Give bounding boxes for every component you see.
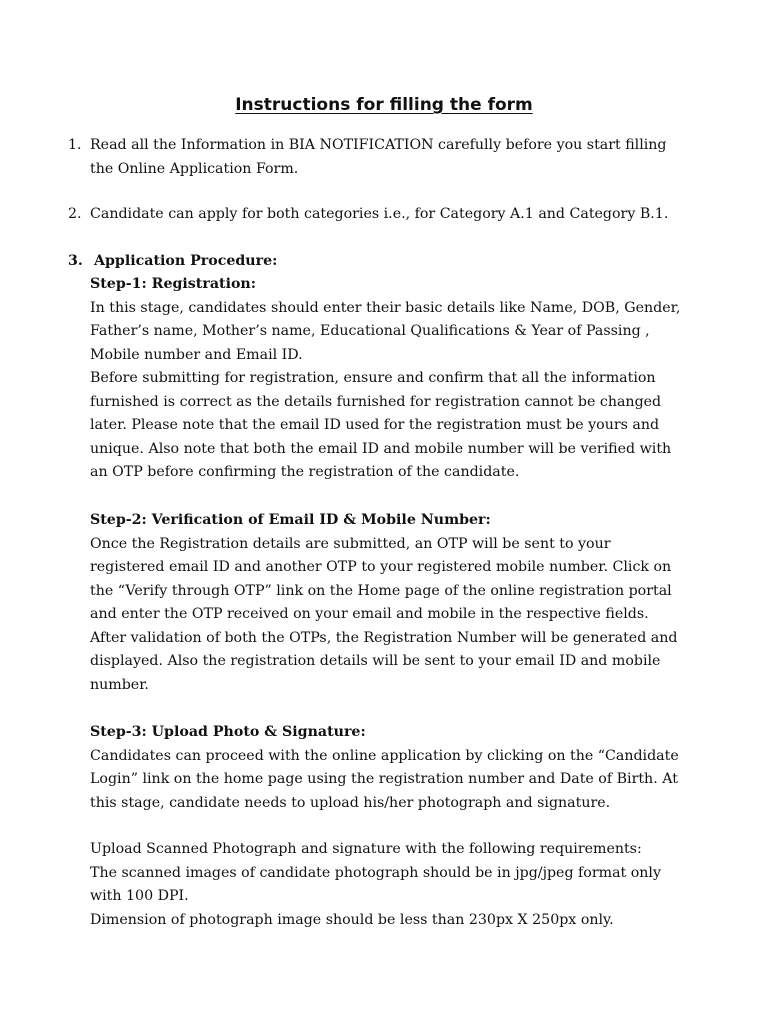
step-3-section bbox=[90, 721, 710, 815]
list-item-1 bbox=[68, 134, 708, 181]
step-heading: Step-2: Verification of Email ID & Mobile Number: bbox=[90, 512, 491, 528]
step-2-section bbox=[90, 509, 710, 697]
list-number: 1. bbox=[68, 137, 82, 153]
list-item-3 bbox=[68, 250, 708, 274]
section-heading: Application Procedure: bbox=[94, 253, 278, 269]
list-item-text: Candidate can apply for both categories i.e., for Category A.1 and Category B.1. bbox=[90, 206, 669, 222]
page-title: Instructions for filling the form bbox=[235, 95, 533, 115]
list-number: 3. bbox=[68, 253, 83, 269]
upload-requirements bbox=[90, 838, 710, 932]
list-item-2 bbox=[68, 203, 708, 227]
step-paragraph: Once the Registration details are submitted, an OTP will be sent to your registered email ID and another OTP to your registered mobile number. Click on the “Verify through OTP” link on the Home page of the online registration portal and enter the OTP received on your email and mobile in the respective fields. After validation of both the OTPs, the Registration Number will be generated and displayed. Also the registration details will be sent to your email ID and mobile number. bbox=[90, 535, 678, 693]
list-item-text: Read all the Information in BIA NOTIFICATION carefully before you start filling the Online Application Form. bbox=[90, 137, 667, 177]
list-number: 2. bbox=[68, 206, 82, 222]
step-paragraph: Candidates can proceed with the online application by clicking on the “Candidate Login” link on the home page using the registration number and Date of Birth. At this stage, candidate needs to upload his/her photograph and signature. bbox=[90, 747, 679, 811]
step-heading: Step-1: Registration: bbox=[90, 276, 256, 292]
requirements-intro: Upload Scanned Photograph and signature with the following requirements: bbox=[90, 841, 642, 857]
step-1-section bbox=[90, 273, 710, 485]
requirement-line: The scanned images of candidate photograph should be in jpg/jpeg format only with 100 DPI. bbox=[90, 864, 661, 904]
step-paragraph: Before submitting for registration, ensure and confirm that all the information furnished is correct as the details furnished for registration cannot be changed later. Please note that the email ID used for the registration must be yours and unique. Also note that both the email ID and mobile number will be verified with an OTP before confirming the registration of the candidate. bbox=[90, 370, 672, 480]
step-paragraph: In this stage, candidates should enter their basic details like Name, DOB, Gender, Father’s name, Mother’s name, Educational Qualifications & Year of Passing , Mobile number and Email ID. bbox=[90, 299, 681, 363]
step-heading: Step-3: Upload Photo & Signature: bbox=[90, 724, 366, 740]
requirement-line: Dimension of photograph image should be less than 230px X 250px only. bbox=[90, 911, 614, 928]
